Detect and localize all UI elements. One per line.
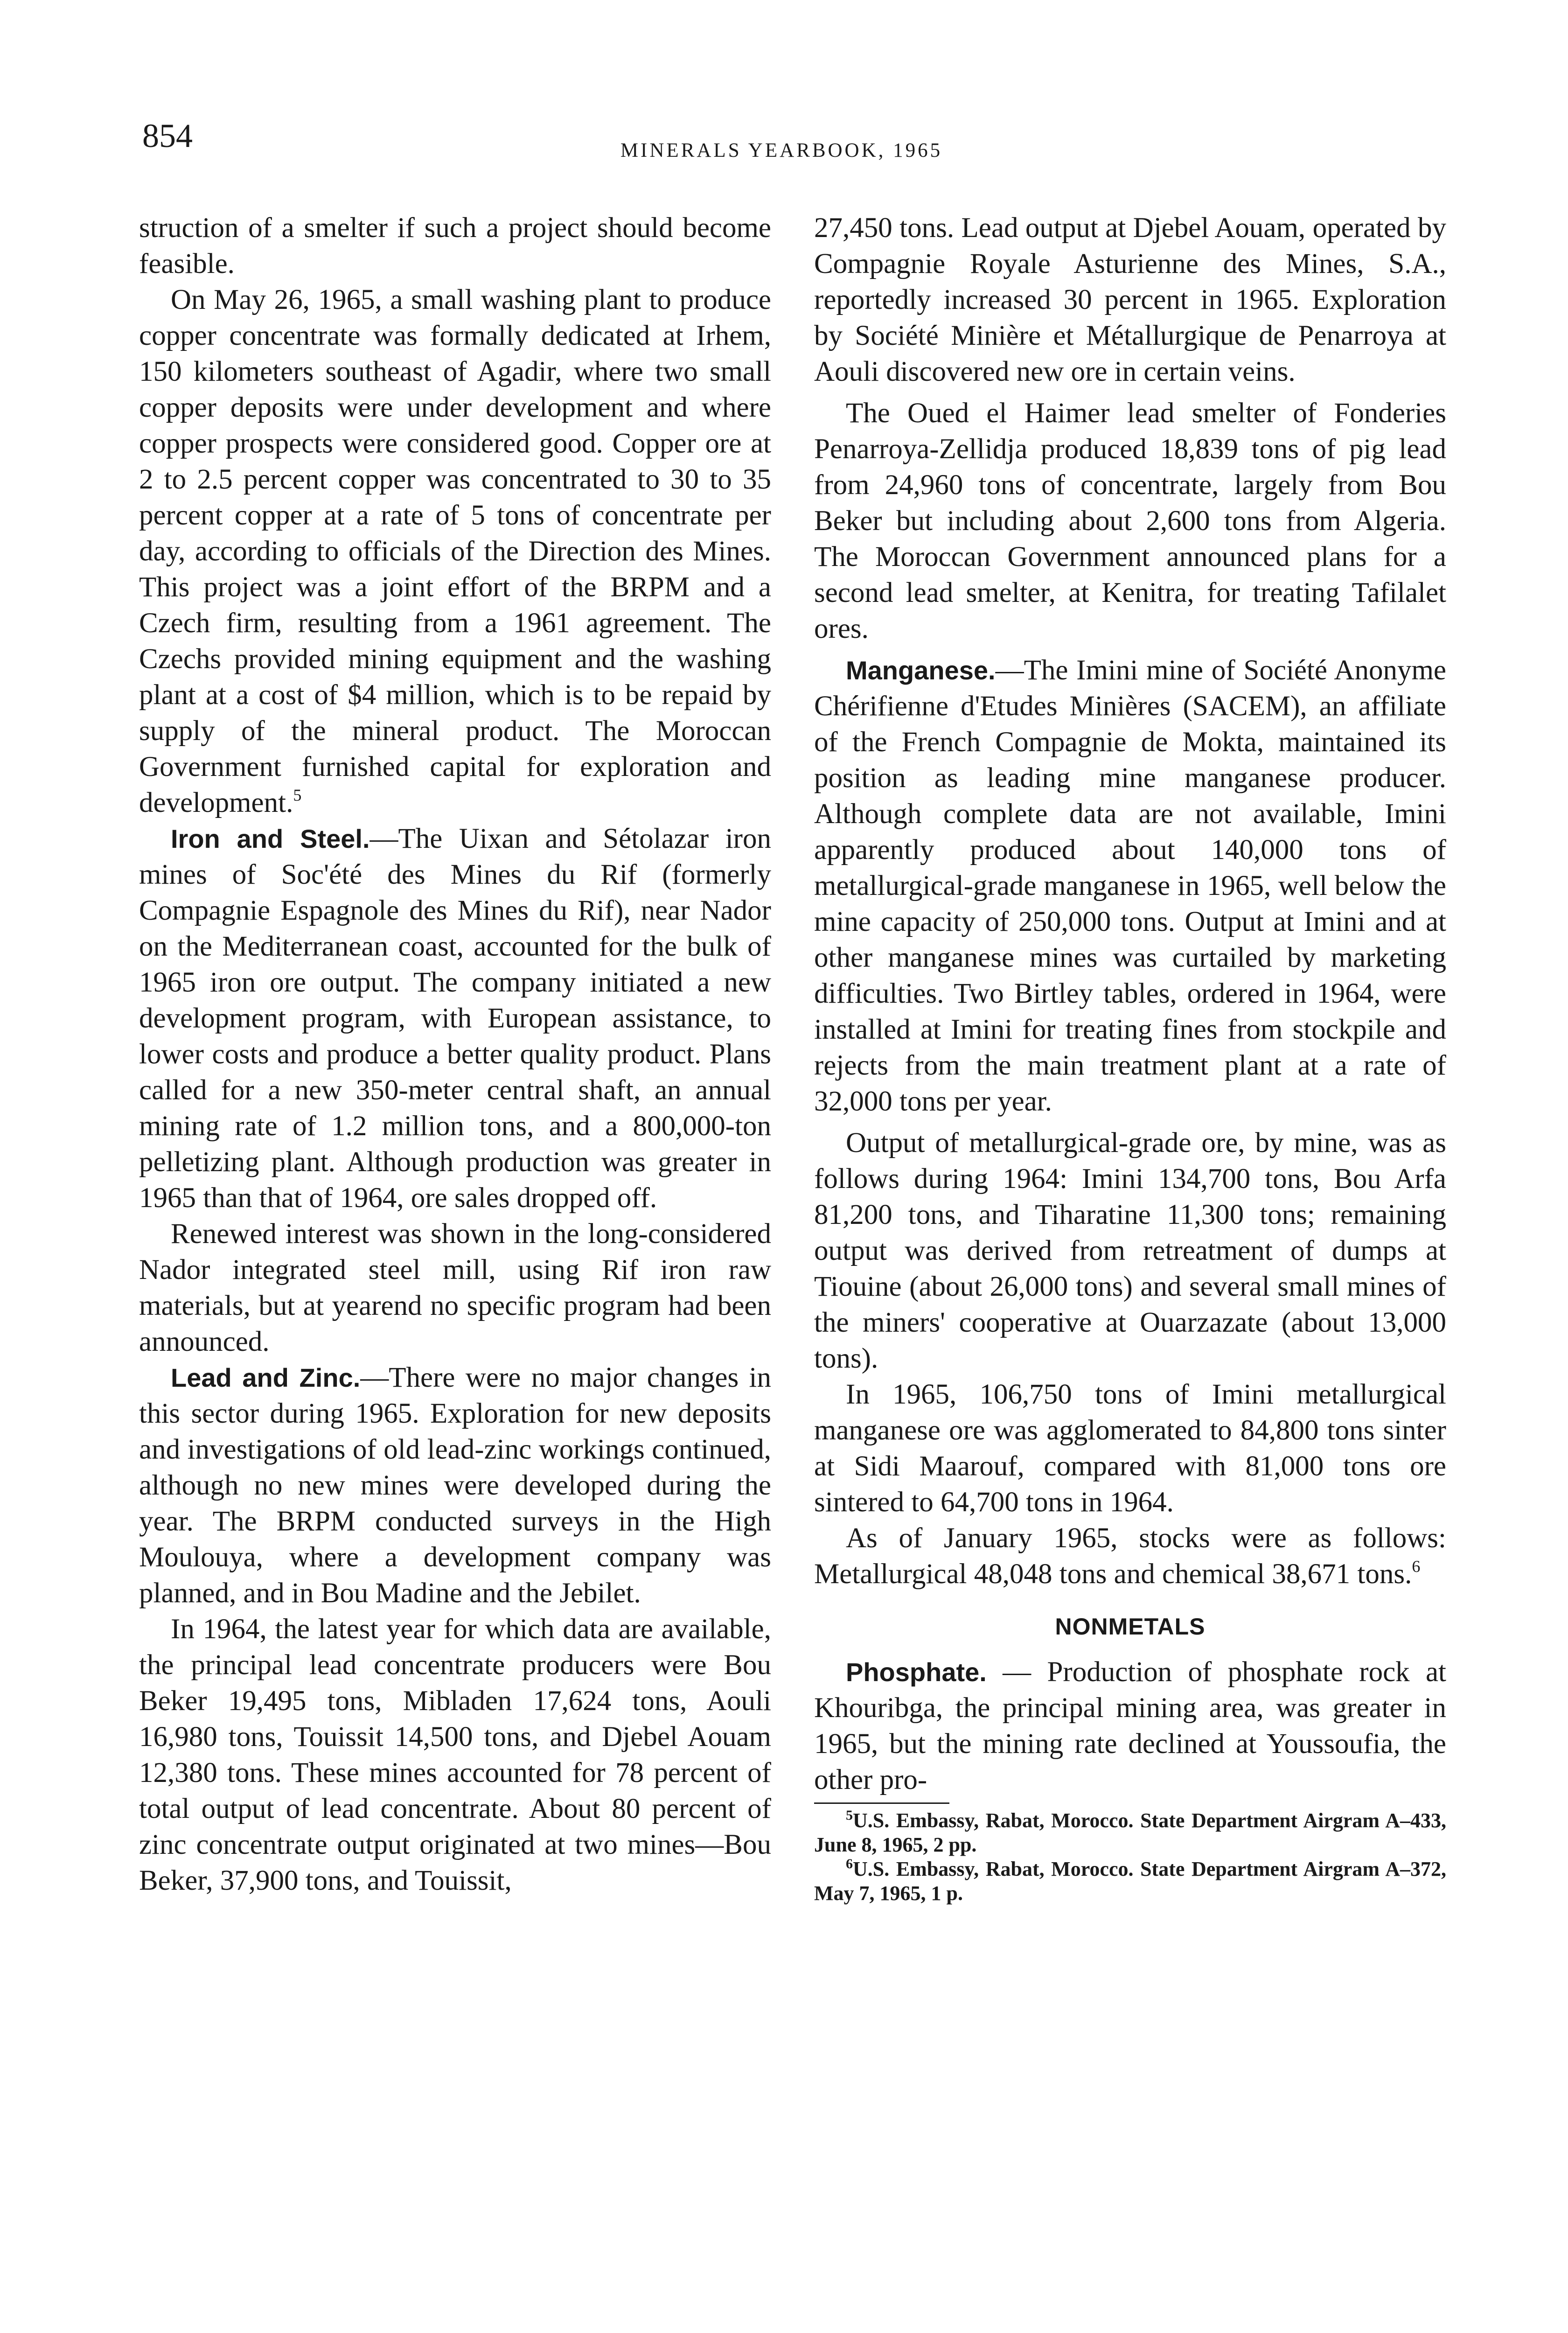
footnote-ref: 6 [1412,1557,1421,1576]
paragraph: In 1964, the latest year for which data are available, the principal lead concentrate producers were Bou Beker 19,495 tons, Mibladen 17,624 tons, Aouli 16,980 tons, Touissit 14,500 tons, and Djebel Aouam 12,380 tons. These mines accounted for 78 percent of total output of lead concentrate. About 80 percent of zinc concentrate output originated at two mines—Bou Beker, 37,900 tons, and Touissit, [139,1614,771,1896]
paragraph-text: As of January 1965, stocks were as follows: Metallurgical 48,048 tons and chemical 38,671 tons. [814,1523,1446,1590]
paragraph-text: —The Imini mine of Société Anonyme Chérifienne d'Etudes Minières (SACEM), an affiliate of the French Compagnie de Mokta, maintained its position as leading mine manganese producer. Although complete data are not available, Imini apparently produced about 140,000 tons of metallurgical-grade manganese in 1965, well below the mine capacity of 250,000 tons. Output at Imini and at other manganese mines was curtailed by marketing difficulties. Two Birtley tables, ordered in 1964, were installed at Imini for treating fines from stockpile and rejects from the main treatment plant at a rate of 32,000 tons per year. [814,655,1446,1117]
paragraph: 27,450 tons. Lead output at Djebel Aouam, operated by Compagnie Royale Asturienne des Mines, S.A., reportedly increased 30 percent in 1965. Exploration by Société Minière et Métallurgique de Penarroya at Aouli discovered new ore in certain veins. [814,212,1446,387]
paragraph-lead: Manganese. [846,656,996,685]
running-head: MINERALS YEARBOOK, 1965 [620,140,943,161]
paragraph [139,282,771,821]
footnote-marker: 6 [846,1856,853,1872]
paragraph-lead: Iron and Steel. [171,824,370,853]
paragraph: Renewed interest was shown in the long-considered Nador integrated steel mill, using Rif iron raw materials, but at yearend no specific program had been announced. [139,1218,771,1357]
footnote-divider [814,1802,949,1804]
paragraph: In 1965, 106,750 tons of Imini metallurgical manganese ore was agglomerated to 84,800 tons sinter at Sidi Maarouf, compared with 81,000 tons ore sintered to 64,700 tons in 1964. [814,1379,1446,1518]
paragraph [814,1520,1446,1592]
paragraph [139,1360,771,1611]
paragraph-text: — Production of phosphate rock at Khouribga, the principal mining area, was greater in 1965, but the mining rate declined at Youssoufia, the other pro- [814,1656,1446,1795]
paragraph-text: —There were no major changes in this sector during 1965. Exploration for new deposits and investigations of old lead-zinc workings continued, although no new mines were developed during the year. The BRPM conducted surveys in the High Moulouya, where a development company was planned, and in Bou Madine and the Jebilet. [139,1362,772,1609]
paragraph [814,1654,1446,1798]
footnote-text: U.S. Embassy, Rabat, Morocco. State Department Airgram A–433, June 8, 1965, 2 pp. [814,1809,1446,1856]
paragraph: Output of metallurgical-grade ore, by mine, was as follows during 1964: Imini 134,700 tons, Bou Arfa 81,200 tons, and Tiharatine 11,300 tons; remaining output was derived from retreatment of dumps at Tiouine (about 26,000 tons) and several small mines of the miners' cooperative at Ouarzazate (about 13,000 tons). [814,1127,1446,1374]
footnote [814,1857,1446,1906]
section-heading: NONMETALS [1055,1614,1206,1640]
page-number: 854 [142,117,193,154]
paragraph-lead: Lead and Zinc. [171,1363,361,1392]
paragraph [814,652,1446,1119]
footnote-text: U.S. Embassy, Rabat, Morocco. State Department Airgram A–372, May 7, 1965, 1 p. [814,1858,1446,1905]
paragraph: The Oued el Haimer lead smelter of Fonderies Penarroya-Zellidja produced 18,839 tons of pig lead from 24,960 tons of concentrate, largely from Bou Beker but including about 2,600 tons from Algeria. The Moroccan Government announced plans for a second lead smelter, at Kenitra, for treating Tafilalet ores. [814,398,1446,644]
paragraph [139,821,771,1216]
paragraph-lead: Phosphate. [846,1657,987,1687]
footnote-ref: 5 [293,786,302,804]
right-column [814,210,1446,1906]
paragraph-text: On May 26, 1965, a small washing plant to produce copper concentrate was formally dedicated at Irhem, 150 kilometers southeast of Agadir, where two small copper deposits were under development and where copper prospects were considered good. Copper ore at 2 to 2.5 percent copper was concentrated to 30 to 35 percent copper at a rate of 5 tons of concentrate per day, according to officials of the Direction des Mines. This project was a joint effort of the BRPM and a Czech firm, resulting from a 1961 agreement. The Czechs provided mining equipment and the washing plant at a cost of $4 million, which is to be repaid by supply of the mineral product. The Moroccan Government furnished capital for exploration and development. [139,284,771,818]
left-column [139,210,771,1899]
paragraph-text: —The Uixan and Sétolazar iron mines of Soc'été des Mines du Rif (formerly Compagnie Espagnole des Mines du Rif), near Nador on the Mediterranean coast, accounted for the bulk of 1965 iron ore output. The company initiated a new development program, with European assistance, to lower costs and produce a better quality product. Plans called for a new 350-meter central shaft, an annual mining rate of 1.2 million tons, and a 800,000-ton pelletizing plant. Although production was greater in 1965 than that of 1964, ore sales dropped off. [139,823,771,1214]
footnote-marker: 5 [846,1808,853,1823]
footnote [814,1809,1446,1857]
paragraph: struction of a smelter if such a project should become feasible. [139,212,771,279]
